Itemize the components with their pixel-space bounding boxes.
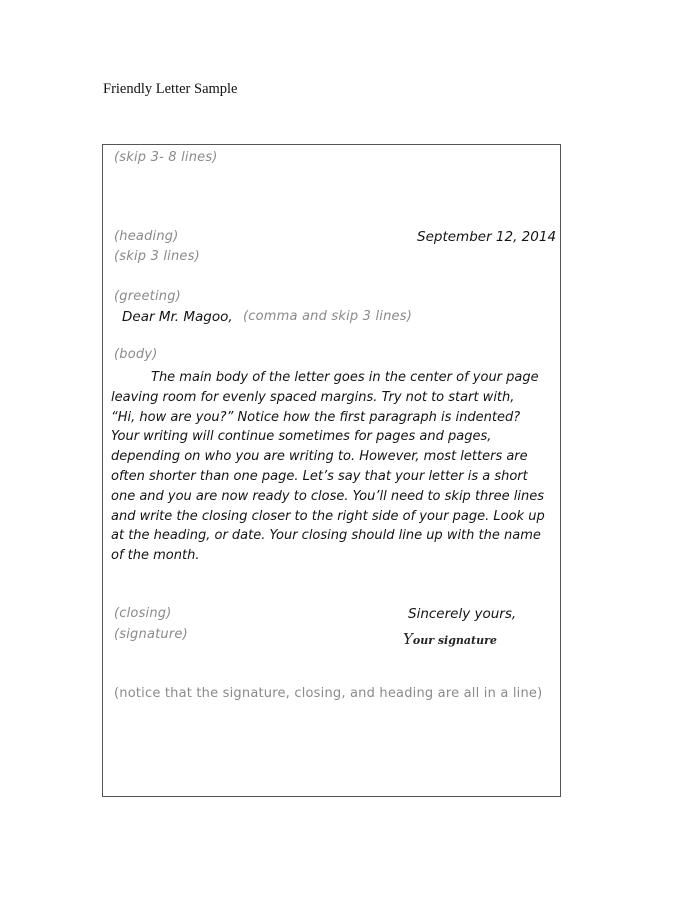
body-label: (body) bbox=[114, 347, 158, 362]
body-line: often shorter than one page. Let’s say that your letter is a short bbox=[111, 468, 528, 484]
letter-closing: Sincerely yours, bbox=[408, 606, 517, 622]
skip-after-heading-note: (skip 3 lines) bbox=[114, 249, 200, 264]
greeting-hint-note: (comma and skip 3 lines) bbox=[243, 309, 412, 324]
body-line: at the heading, or date. Your closing should line up with the name bbox=[111, 528, 541, 544]
letter-date: September 12, 2014 bbox=[417, 229, 557, 245]
body-line: leaving room for evenly spaced margins. Try not to start with, bbox=[111, 389, 515, 405]
body-line: one and you are now ready to close. You’ll need to skip three lines bbox=[111, 488, 544, 504]
letter-greeting: Dear Mr. Magoo, bbox=[122, 309, 233, 325]
closing-label: (closing) bbox=[114, 606, 172, 621]
body-line: of the month. bbox=[111, 548, 200, 564]
body-line: “Hi, how are you?” Notice how the first paragraph is indented? bbox=[111, 409, 521, 425]
alignment-note: (notice that the signature, closing, and heading are all in a line) bbox=[114, 686, 543, 701]
body-line: The main body of the letter goes in the center of your page bbox=[151, 370, 539, 385]
signature-label: (signature) bbox=[114, 627, 188, 642]
greeting-label: (greeting) bbox=[114, 289, 181, 304]
signature-text: our signature bbox=[412, 634, 497, 647]
body-line: depending on who you are writing to. However, most letters are bbox=[111, 449, 528, 465]
letter-body bbox=[111, 368, 555, 566]
body-line: Your writing will continue sometimes for pages and pages, bbox=[111, 429, 492, 445]
letter-signature bbox=[403, 630, 497, 648]
signature-initial: Y bbox=[403, 630, 413, 648]
document-title: Friendly Letter Sample bbox=[103, 81, 238, 97]
body-line: and write the closing closer to the right side of your page. Look up bbox=[111, 508, 545, 524]
heading-label: (heading) bbox=[114, 229, 179, 244]
skip-lines-note: (skip 3- 8 lines) bbox=[114, 150, 218, 165]
